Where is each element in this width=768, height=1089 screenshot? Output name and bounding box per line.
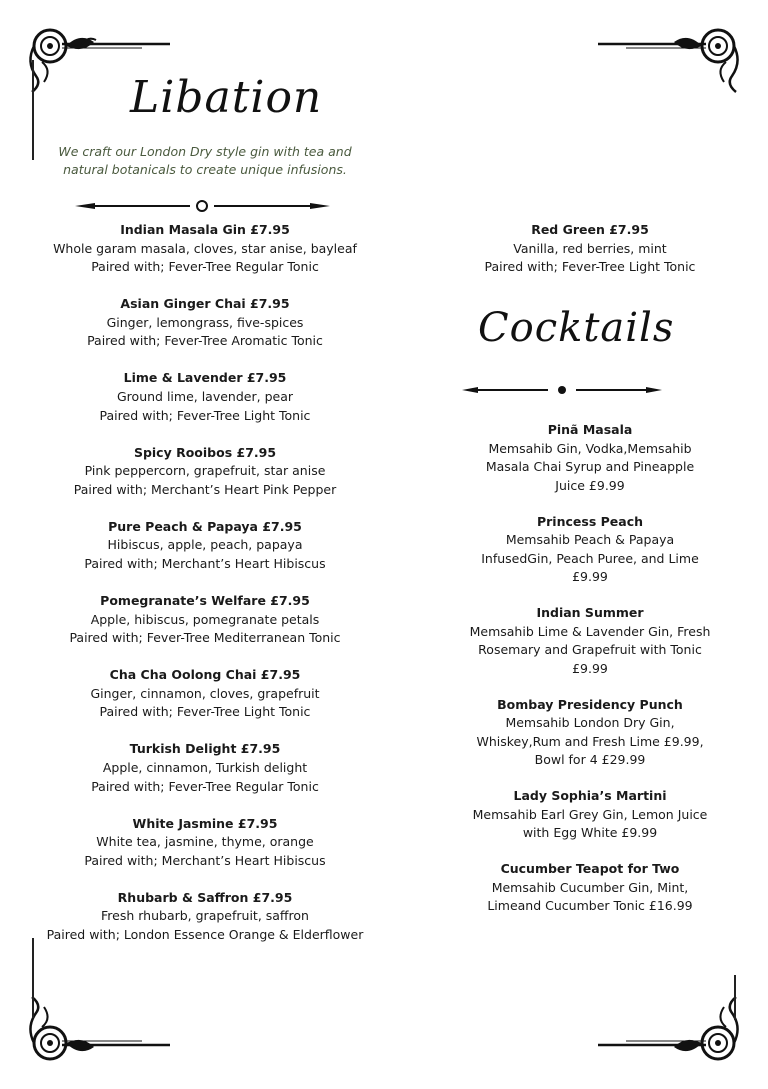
border-line xyxy=(32,60,34,160)
cocktail-title: Pinã Masala xyxy=(547,422,633,437)
gin-title: Cha Cha Oolong Chai £7.95 xyxy=(109,667,301,683)
gin-item xyxy=(40,518,370,592)
red-green-item xyxy=(435,221,745,277)
divider-icon xyxy=(75,199,330,213)
corner-ornament-bottom-left xyxy=(22,977,172,1067)
gin-item xyxy=(40,369,370,443)
cocktail-line: Juice £9.99 xyxy=(555,477,625,493)
cocktail-title: Indian Summer xyxy=(536,605,644,620)
gin-title: White Jasmine £7.95 xyxy=(132,815,278,831)
gin-title: Red Green £7.95 xyxy=(531,222,649,237)
gin-description: Ginger, lemongrass, five-spices xyxy=(106,314,304,330)
gin-pairing: Paired with; Fever-Tree Light Tonic xyxy=(99,704,311,720)
cocktail-line: Memsahib Cucumber Gin, Mint, xyxy=(491,879,689,895)
divider-icon xyxy=(462,383,662,397)
cocktail-line: Masala Chai Syrup and Pineapple xyxy=(485,459,695,475)
gin-pairing: Paired with; Fever-Tree Aromatic Tonic xyxy=(87,333,323,349)
gin-pairing: Paired with; Merchant’s Heart Hibiscus xyxy=(84,852,326,868)
gin-item xyxy=(40,666,370,740)
cocktail-item xyxy=(440,421,740,513)
cocktail-item xyxy=(440,513,740,605)
border-line xyxy=(734,975,736,1020)
gin-title: Rhubarb & Saffron £7.95 xyxy=(117,889,293,905)
gin-pairing: Paired with; Fever-Tree Mediterranean Tonic xyxy=(69,630,341,646)
gin-item xyxy=(40,740,370,814)
cocktail-line: Memsahib London Dry Gin, xyxy=(505,715,675,731)
gin-description: Vanilla, red berries, mint xyxy=(513,240,667,256)
cocktail-line: £9.99 xyxy=(572,569,608,585)
cocktail-list xyxy=(440,421,740,952)
gin-description: Whole garam masala, cloves, star anise, bayleaf xyxy=(53,240,357,256)
cocktail-title: Cucumber Teapot for Two xyxy=(500,861,680,876)
gin-item xyxy=(40,444,370,518)
gin-pairing: Paired with; London Essence Orange & Elderflower xyxy=(46,926,364,942)
cocktail-line: Memsahib Lime & Lavender Gin, Fresh xyxy=(469,623,711,639)
gin-pairing: Paired with; Fever-Tree Light Tonic xyxy=(484,259,696,275)
gin-item xyxy=(40,815,370,889)
cocktail-line: with Egg White £9.99 xyxy=(522,825,658,841)
flourish-icon xyxy=(22,977,172,1067)
gin-pairing: Paired with; Merchant’s Heart Hibiscus xyxy=(84,555,326,571)
cocktail-item xyxy=(440,604,740,696)
flourish-icon xyxy=(596,22,746,112)
cocktail-line: Whiskey,Rum and Fresh Lime £9.99, xyxy=(476,733,704,749)
gin-description: Apple, cinnamon, Turkish delight xyxy=(102,759,308,775)
cocktails-heading: Cocktails xyxy=(478,305,675,351)
cocktail-line: Memsahib Gin, Vodka,Memsahib xyxy=(488,440,692,456)
cocktail-line: Bowl for 4 £29.99 xyxy=(534,752,646,768)
gin-pairing: Paired with; Fever-Tree Regular Tonic xyxy=(91,259,319,275)
libation-intro: We craft our London Dry style gin with tea and natural botanicals to create unique infusions. xyxy=(58,144,352,177)
gin-description: Ginger, cinnamon, cloves, grapefruit xyxy=(90,685,320,701)
cocktail-title: Bombay Presidency Punch xyxy=(497,696,683,712)
gin-title: Pure Peach & Papaya £7.95 xyxy=(108,518,302,534)
gin-description: Fresh rhubarb, grapefruit, saffron xyxy=(101,908,309,924)
corner-ornament-bottom-right xyxy=(596,977,746,1067)
gin-pairing: Paired with; Fever-Tree Light Tonic xyxy=(99,407,311,423)
cocktail-line: Memsahib Peach & Papaya xyxy=(505,532,675,548)
gin-item xyxy=(40,221,370,295)
cocktail-item xyxy=(440,860,740,952)
cocktail-line: £9.99 xyxy=(572,660,608,676)
cocktail-item xyxy=(440,787,740,860)
flourish-icon xyxy=(596,977,746,1067)
gin-title: Spicy Rooibos £7.95 xyxy=(133,444,277,460)
ornamental-divider xyxy=(462,383,662,397)
gin-title: Indian Masala Gin £7.95 xyxy=(120,222,290,237)
gin-description: Hibiscus, apple, peach, papaya xyxy=(107,537,303,553)
cocktail-line: InfusedGin, Peach Puree, and Lime xyxy=(481,550,699,566)
libation-heading: Libation xyxy=(130,72,323,123)
cocktail-title: Lady Sophia’s Martini xyxy=(513,788,667,803)
cocktail-line: Limeand Cucumber Tonic £16.99 xyxy=(487,898,693,914)
cocktail-title: Princess Peach xyxy=(536,513,643,529)
ornamental-divider xyxy=(75,199,330,213)
cocktail-item xyxy=(440,696,740,788)
gin-title: Turkish Delight £7.95 xyxy=(129,741,281,757)
gin-item xyxy=(40,592,370,666)
gin-title: Asian Ginger Chai £7.95 xyxy=(120,296,290,312)
gin-pairing: Paired with; Fever-Tree Regular Tonic xyxy=(91,778,319,794)
cocktail-line: Rosemary and Grapefruit with Tonic xyxy=(478,642,702,658)
cocktail-line: Memsahib Earl Grey Gin, Lemon Juice xyxy=(472,806,708,822)
gin-pairing: Paired with; Merchant’s Heart Pink Pepper xyxy=(73,481,337,497)
corner-ornament-top-right xyxy=(596,22,746,112)
gin-title: Pomegranate’s Welfare £7.95 xyxy=(100,592,310,608)
gin-description: Apple, hibiscus, pomegranate petals xyxy=(90,611,320,627)
gin-list xyxy=(40,221,370,963)
border-line xyxy=(32,938,34,1018)
gin-item xyxy=(40,295,370,369)
gin-item xyxy=(40,889,370,963)
gin-description: Ground lime, lavender, pear xyxy=(117,388,293,404)
gin-description: Pink peppercorn, grapefruit, star anise xyxy=(84,463,326,479)
gin-description: White tea, jasmine, thyme, orange xyxy=(96,834,314,850)
gin-title: Lime & Lavender £7.95 xyxy=(123,370,287,386)
